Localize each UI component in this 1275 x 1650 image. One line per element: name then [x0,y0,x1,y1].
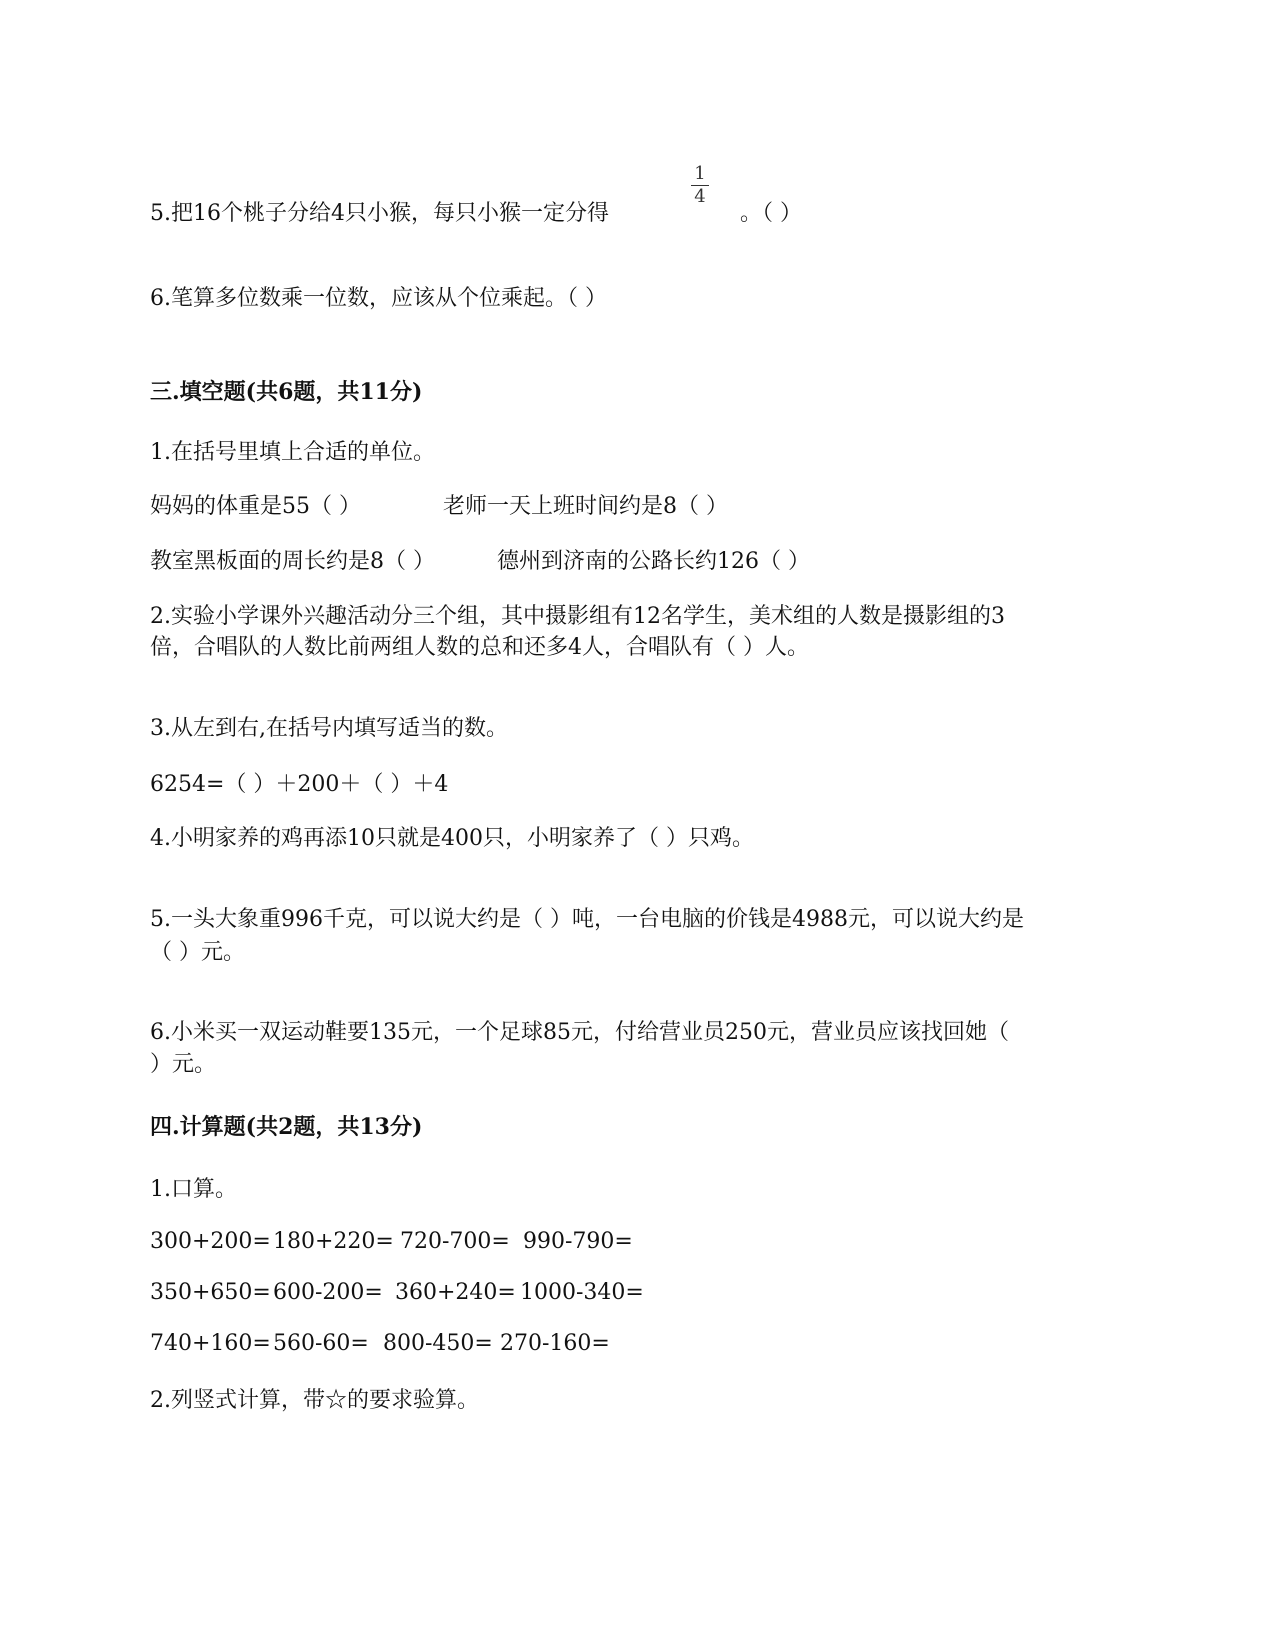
mental-math-item: 350+650= [150,1280,271,1305]
fraction-numerator: 1 [694,163,706,184]
fill-question-4: 4.小明家养的鸡再添10只就是400只，小明家养了（ ）只鸡。 [150,826,754,851]
calc-question-1: 1.口算。 [150,1177,237,1202]
question-6-judgement: 6.笔算多位数乘一位数，应该从个位乘起。（ ） [150,286,607,311]
mental-math-item: 600-200= [273,1280,383,1305]
fill-question-1-item-b: 老师一天上班时间约是8（ ） [443,494,728,519]
question-5-judgement [150,198,609,230]
mental-math-item: 800-450= [383,1331,493,1356]
fraction-denominator: 4 [694,186,706,207]
fill-question-5-line-2: （ ）元。 [150,940,245,965]
mental-math-item: 270-160= [500,1331,610,1356]
fill-question-1-item-c: 教室黑板面的周长约是8（ ） [150,549,435,574]
mental-math-item: 1000-340= [520,1280,644,1305]
mental-math-item: 360+240= [395,1280,516,1305]
fill-question-1: 1.在括号里填上合适的单位。 [150,440,435,465]
fill-question-2-line-2: 倍，合唱队的人数比前两组人数的总和还多4人，合唱队有（ ）人。 [150,635,809,660]
mental-math-item: 300+200= [150,1229,271,1254]
mental-math-item: 180+220= [273,1229,394,1254]
mental-math-item: 720-700= [400,1229,510,1254]
mental-math-item: 560-60= [273,1331,369,1356]
calc-question-2: 2.列竖式计算，带☆的要求验算。 [150,1388,479,1413]
question-5-answer-bracket: 。（ ） [740,201,802,226]
fill-question-3: 3.从左到右,在括号内填写适当的数。 [150,716,508,741]
fill-question-5-line-1: 5.一头大象重996千克，可以说大约是（ ）吨，一台电脑的价钱是4988元，可以说大约是 [150,907,1024,932]
fill-question-2-line-1: 2.实验小学课外兴趣活动分三个组，其中摄影组有12名学生，美术组的人数是摄影组的3 [150,604,1005,629]
section-4-title: 四.计算题(共2题，共13分) [150,1114,423,1140]
fill-question-6-line-1: 6.小米买一双运动鞋要135元，一个足球85元，付给营业员250元，营业员应该找回她（ [150,1020,1009,1045]
section-3-title: 三.填空题(共6题，共11分) [150,379,423,405]
mental-math-item: 740+160= [150,1331,271,1356]
question-text: 5.把16个桃子分给4只小猴，每只小猴一定分得 [150,201,609,226]
fill-question-1-item-d: 德州到济南的公路长约126（ ） [497,549,810,574]
fill-question-1-item-a: 妈妈的体重是55（ ） [150,494,361,519]
fill-question-3-equation: 6254=（ ）＋200＋（ ）＋4 [150,772,449,797]
mental-math-item: 990-790= [523,1229,633,1254]
fill-question-6-line-2: ）元。 [150,1052,217,1077]
fraction-one-quarter [690,164,710,207]
